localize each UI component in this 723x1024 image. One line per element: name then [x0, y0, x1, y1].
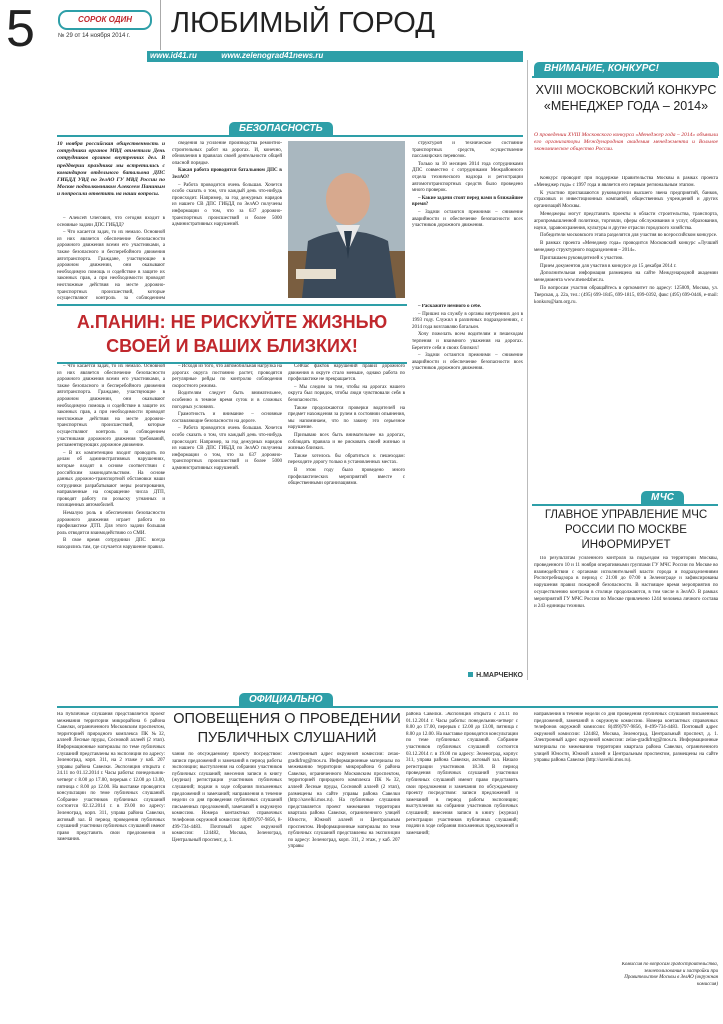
safety-headline-box [57, 304, 407, 364]
safety-paragraph: – В их компетенцию входит проводить по делам об административных нарушениях, которые входят в основе соответствии с российским законодательством. На основе данных дорожно-транспортной обстановки наши сотрудники разрабатывают меры реагирования, направленные на сокращение числа ДТП, проводят работу по розыску угнанных и похищенных автомобилей. [57, 450, 165, 509]
newspaper-logo [58, 10, 152, 30]
section-title: ЛЮБИМЫЙ ГОРОД [160, 0, 531, 50]
safety-paragraph: – Какие задачи стоят перед вами в ближайшее время? [412, 195, 523, 208]
safety-headline: А.ПАНИН: НЕ РИСКУЙТЕ ЖИЗНЬЮ СВОЕЙ И ВАШИХ БЛИЗКИХ! [76, 312, 388, 356]
safety-paragraph: – Мы следим за тем, чтобы на дорогах нашего округа был порядок, чтобы люди чувствовали себя в безопасности. [288, 384, 405, 403]
safety-paragraph: Немалую роль в обеспечении безопасности дорожного движения играет работа по профилактике ДТП. Для этого задачи большая роль отводится взаимодействию со СМИ. [57, 511, 165, 536]
official-column-2: чания по обсуждаемому проекту посредством: записи предложений и замечаний в период работы экспозиции; выступления на собрании участников публичных слушаний; внесения записи в книгу (журнал) регистрации участников публичных слушаний; подачи в ходе собрания письменных предложений и замечаний; направления в течение недели со дня проведения публичных слушаний письменных предложений, замечаний в окружную комиссию. Номера контактных справочных телефонов окружной комиссии: 8(499)797-9856, 8-499-734-4483. Почтовый адрес окружной комиссии: 124482, Москва, Зеленоград, Центральный проспект, д. 1. [172, 752, 282, 843]
mchs-section-tag: МЧС [641, 491, 684, 505]
site-link-2[interactable]: www.zelenograd41news.ru [221, 51, 324, 60]
header-sites [150, 50, 520, 62]
safety-section-tag: БЕЗОПАСНОСТЬ [229, 122, 333, 136]
official-section-tag: ОФИЦИАЛЬНО [239, 693, 333, 707]
official-column-1: На публичные слушания представляется проект межевания территории микрорайона 6 района Савелки, ограниченного Московским проспектом, территорией природного комплекса ПК №32, аллеей Лесные пруды, Сосновой аллеей (2 этап). Информационные материалы по теме публичных слушаний представлены на экспозиции по адресу: Зеленоград, корп. 311, на 2 этаже у каб. 207 управы района Савелки. Экспозиция открыта с 24.11 по 01.12.2014 г. Часы работы: понедельник-четверг с 8.00 до 17.00, перерыв с 12.00 до 13.00, пятница с 8.00 до 12.00. На выставке проводятся консультации по теме публичных слушаний. Собрание участников публичных слушаний состоится 02.12.2014 г. в 19.00 по адресу: Зеленоград, корп. 311, управа района Савелки, актовый зал. В период проведения публичных слушаний участники публичных слушаний имеют право представить свои предложения и замечания. [57, 712, 165, 843]
safety-column-1-bottom [57, 364, 165, 674]
safety-column-1 [57, 216, 165, 302]
contest-paragraph: К участию приглашаются руководители высшего звена предприятий, банков, страховых и инвестиционных компаний, общественных учреждений и других организаций Москвы. [534, 190, 718, 210]
safety-paragraph: Хочу пожелать всем водителям и пешеходам терпения и взаимного уважения на дорогах. Берегите себя и своих близких! [412, 332, 523, 351]
safety-paragraph: Водителям следует быть внимательнее, особенно в темное время суток и в сложных погодных условиях. [172, 391, 282, 410]
safety-paragraph: Призываю всех быть внимательнее на дорогах, соблюдать правила и не рисковать своей жизнью и жизнью близких. [288, 432, 405, 452]
officer-photo [288, 141, 405, 298]
author-name: Н.МАРЧЕНКО [476, 672, 523, 679]
official-headline: ОПОВЕЩЕНИЯ О ПРОВЕДЕНИИ ПУБЛИЧНЫХ СЛУШАНИЙ [173, 711, 401, 746]
safety-paragraph: Грамотность и внимание – основные составляющие безопасности на дороге. [172, 412, 282, 424]
page-number: 5 [6, 0, 35, 58]
mchs-headline: ГЛАВНОЕ УПРАВЛЕНИЕ МЧС РОССИИ ПО МОСКВЕ ИНФОРМИРУЕТ [544, 509, 708, 551]
mchs-rule [532, 504, 718, 506]
safety-paragraph: Какая работа проводится батальоном ДПС в ЗелАО? [172, 168, 282, 180]
safety-paragraph: – Что касается задач, то их немало. Основной из них является обеспечение безопасности дорожного движения всеми его участниками, а также безопасного и бесперебойного движения автотранспорта. Граждане, участвующие в дорожном движении, они оказывают необходимую помощь и содействие в защите их законных прав, а при необходимости проводят неотложные действия на месте дорожно-транспортных происшествий, которые осуществляют контроль за соблюдением [57, 230, 165, 302]
safety-paragraph: – Работа проводится очень большая. Хочется особо сказать о том, что каждый день что-нибудь происходит. Например, за год дежурных нарядов из нашего СВ ДПС ГИБДД по ЗелАО получены информации о том, что за 637 дорожно-транспортных происшествий и более 5000 административных нарушений. [172, 182, 282, 228]
safety-paragraph: Также продолжаются проверки водителей на предмет нахождения за рулем в состоянии опьянения, мы напоминаем, что по закону это серьезное нарушение. [288, 405, 405, 431]
safety-paragraph: Сейчас фактов нарушений правил дорожного движения в округе стало меньше, однако работа по профилактике не прекращается. [288, 364, 405, 383]
official-rule [57, 706, 718, 708]
safety-paragraph: – Что касается задач, то их немало. Основной из них является обеспечение безопасности дорожного движения всеми его участниками, а также безопасного и бесперебойного движения автотранспорта. Граждане, участвующие в дорожном движении, они оказывают необходимую помощь и содействие в защите их законных прав, а при необходимости проводят неотложные действия на месте дорожно-транспортных происшествий, которые осуществляют контроль за соблюдением участниками дорожного движения требований, регламентирующих дорожное движение. [57, 364, 165, 449]
safety-paragraph: В этом году было проведено много профилактических мероприятий вместе с общественными организациями. [288, 467, 405, 487]
safety-rule [57, 135, 523, 137]
contest-paragraph: По вопросам участия обращайтесь в оргкомитет по адресу: 125009, Москва, ул. Тверская, д. 22а, тел.: (495) 699-1845, 699-1815, 699-0392, факс (495) 699-0446, e-mail: konkurs@iam.org.ru. [534, 285, 718, 305]
safety-paragraph: – Задачи остаются прежними – снижение аварийности и обеспечение безопасности всех участников дорожного движения. [412, 209, 523, 229]
safety-column-2-bottom [172, 364, 282, 674]
official-column-5: направления в течение недели со дня проведения публичных слушаний письменных предложений, замечаний в окружную комиссию. Номера контактных справочных телефонов окружной комиссии: 8(499)797-9856, 8-499-734-4483. Почтовый адрес окружной комиссии: 124482, Москва, Зеленоград, Центральный проспект, д. 1. Электронный адрес окружной комиссии: zelao-gradkfrog@mos.ru. Информационные материалы по межеванию территории квартала района Савелки, ограниченного улицей Юности, Южной аллеей и Центральным проспектом, размещены на сайте управы района Савелки (http://savelki.mos.ru). [534, 712, 718, 764]
contest-headline: XVIII МОСКОВСКИЙ КОНКУРС «МЕНЕДЖЕР ГОДА – 2014» [535, 83, 717, 113]
contest-lead: О проведении XVIII Московского конкурса «Менеджер года – 2014» объявили его организаторы Международная академия менеджмента и Вольное экономическое общество России. [534, 132, 718, 152]
issue-info: № 29 от 14 ноября 2014 г. [58, 33, 131, 39]
contest-paragraph: Менеджеры могут представить проекты в области строительства, транспорта, агропромышленной политики, торговли, сферы обслуживания и услуг, образования, науки, здравоохранения, культуры и другие отрасли городского хозяйства. [534, 211, 718, 231]
contest-paragraph: Победители московского этапа разделятся для участия во всероссийском конкурсе. [540, 233, 718, 239]
safety-paragraph: В свое время сотрудники ДПС всегда находились там, где случается нарушение правил. [57, 538, 165, 551]
safety-paragraph: Также хотелось бы обратиться к пешеходам: переходите дорогу только в установленных местах. [288, 453, 405, 466]
mchs-paragraph: По результатам усиленного контроля за подъездом на территории Москвы, проведенного 10 и 11 ноября оперативными группами ГУ МЧС России по Москве во взаимодействии с органами исполнительной власти города и подразделениями Роспотребнадзора в период с 21:00 до 07:00 в Зеленограде и зафиксированы нарушения правил пожарной безопасности. В настоящее время мероприятия по осуществлению контроля в столице продолжаются, в том числе в ЗелАО. В рамках мероприятий ГУ МЧС России по Москве привлечено 1244 человека личного состава и 243 единицы техники. [534, 556, 718, 609]
safety-paragraph: – Пришел на службу в органы внутренних дел в 1993 году. Служил в различных подразделениях, с 2014 года возглавляю батальон. [412, 311, 523, 330]
safety-lead: 10 ноября российская общественность и сотрудники органов МВД отметили День сотрудников органов внутренних дел. В преддверии праздника мы встретились с командиром отдельного батальона ДПС ГИБДД УВД по ЗелАО ГУ МВД России по Москве подполковником Алексеем Паниным и попросили ответить на наши вопросы. [57, 141, 165, 198]
officer-illustration [288, 141, 405, 298]
contest-paragraph: Дополнительная информация размещена на сайте Международной академии менеджмента www.menedzher.ru. [534, 271, 718, 284]
contest-paragraph: Конкурс проводит при поддержке Правительства Москвы в рамках проекта «Менеджер года» с 1997 года и является его первым региональным этапом. [534, 176, 718, 188]
contest-paragraph: В рамках проекта «Менеджер года» проводится Московский конкурс «Лучший менеджер структурного подразделения – 2014». [534, 241, 718, 253]
official-column-4: района Савелки. Экспозиция открыта с 24.11 по 01.12.2014 г. Часы работы: понедельник-четверг с 8.00 до 17.00, перерыв с 12.00 до 13.00, пятница с 8.00 до 12.00. На выставке проводятся консультации по теме публичных слушаний. Собрание участников публичных слушаний состоится 03.12.2014 г. в 19.00 по адресу: Зеленоград, корпус 311, управа района Савелки, актовый зал. Начало регистрации участников 18.30. В период проведения публичных слушаний участники публичных слушаний имеют право представить свои предложения и замечания по обсуждаемому проекту посредством: записи предложений и замечаний в период работы экспозиции; выступления на собрании участников публичных слушаний; внесения записи в книгу (журнал) регистрации участников публичных слушаний; подачи в ходе собрания письменных предложений и замечаний; [406, 712, 518, 836]
safety-paragraph: структурой и техническое состояние транспортных средств, осуществление пассажирских перевозок. [412, 141, 523, 160]
safety-column-4-bottom [412, 304, 523, 670]
column-divider [527, 60, 528, 680]
safety-paragraph: – Исходя из того, что автомобильная нагрузка на дорогах округа постоянно растет, проводятся регулярные рейды по контролю соблюдения скоростного режима. [172, 364, 282, 389]
safety-column-4 [412, 141, 523, 301]
safety-paragraph: Только за 10 месяцев 2014 года сотрудниками ДПС совместно с сотрудниками Межрайонного отдела технического надзора и регистрации автомототранспортных средств было проведено много проверок. [412, 161, 523, 194]
contest-section-tag: ВНИМАНИЕ, КОНКУРС! [534, 62, 719, 76]
safety-paragraph: – Раскажите немного о себе. [418, 304, 482, 309]
safety-paragraph: сведения за усиление производства ремонтно-строительных работ на дорогах. И, конечно, обновления в правилах своей деятельности общей опасной порядке. [172, 141, 282, 166]
safety-paragraph: – Задачи остаются прежними – снижение аварийности и обеспечение безопасности всех участников дорожного движения. [412, 353, 523, 372]
contest-paragraph: Приглашаем руководителей к участию. [540, 255, 624, 261]
safety-paragraph: – Алексей Олегович, что сегодня входит в основные задачи ДПС ГИБДД? [57, 216, 165, 228]
official-signature: Комиссия по вопросам градостроительства, землепользования и застройки при Правительстве Москвы в ЗелАО (окружная комиссия) [621, 962, 718, 987]
site-link-1[interactable]: www.id41.ru [150, 51, 197, 60]
author-square-icon [468, 672, 473, 677]
safety-column-2-top [172, 141, 282, 301]
safety-column-3-bottom [288, 364, 405, 674]
contest-rule [532, 76, 718, 78]
mchs-body [534, 556, 718, 676]
safety-paragraph: – Работа проводится очень большая. Хочется особо сказать о том, что каждый день что-нибудь происходит. Например, за год дежурных нарядов из нашего СВ ДПС ГИБДД по ЗелАО получены информации о том, что за 637 дорожно-транспортных происшествий и более 5000 административных нарушений. [172, 426, 282, 471]
contest-body [534, 176, 718, 444]
contest-paragraph: Прием документов для участия в конкурсе до 15 декабря 2014 г. [540, 263, 677, 269]
logo-text: СОРОК ОДИН [77, 15, 133, 24]
safety-author [412, 672, 523, 679]
official-column-3: Электронный адрес окружной комиссии: zelao-gradkfrog@mos.ru. Информационные материалы по межеванию территории микрорайона 6 района Савелки, ограниченного Московским проспектом, территорией природного комплекса ПК №32, аллеей Лесные пруды, Сосновой аллеей (2 этап), размещены на сайте управы района Савелки (http://savelki.mos.ru). На публичные слушания представляется проект межевания территории квартала района Савелки, ограниченного улицей Юности, Южной аллеей и Центральным проспектом. Информационные материалы по теме публичных слушаний представлены на экспозиции по адресу: Зеленоград, корп. 311, 2 этаж, у каб. 207 управы [288, 752, 400, 850]
